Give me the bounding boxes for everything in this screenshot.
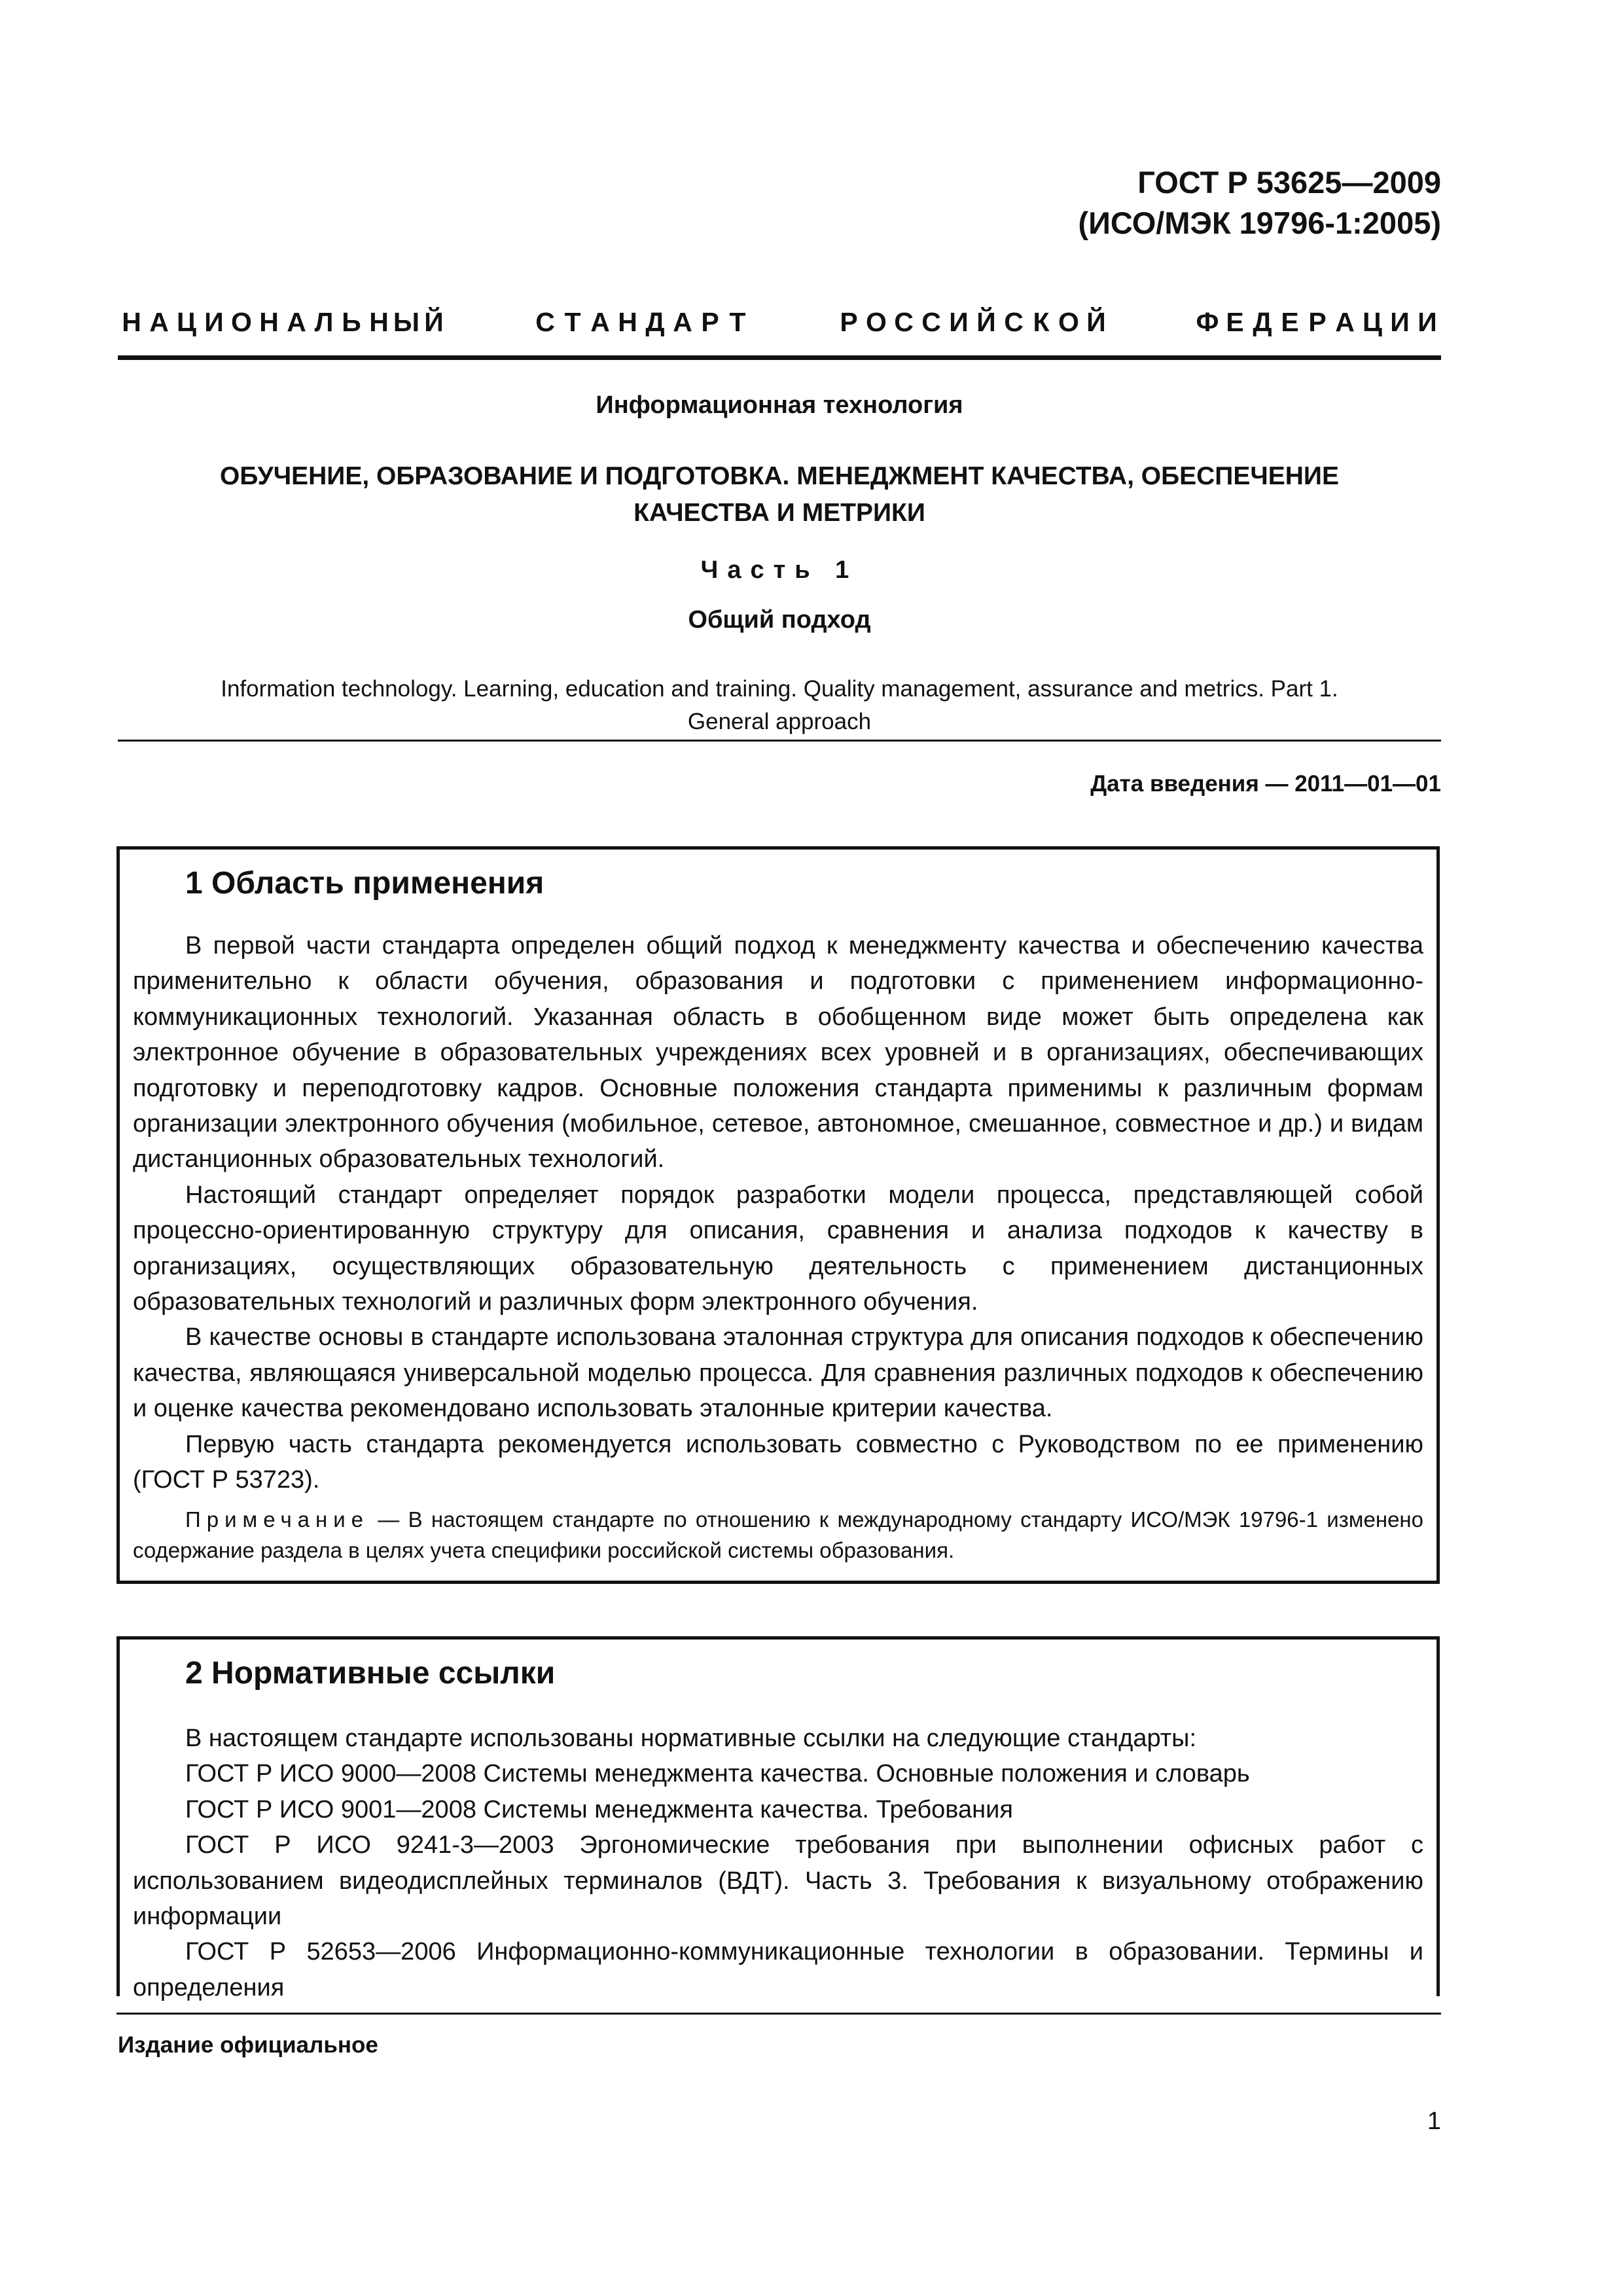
part-number: Часть 1 [700, 556, 859, 584]
banner-rule [118, 355, 1441, 360]
reference-item: ГОСТ Р ИСО 9241-3—2003 Эргономические требования при выполнении офисных работ с использованием видеодисплейных терминалов (ВДТ). Часть 3. Требования к визуальному отображению информации [133, 1831, 1423, 1931]
note-text: — В настоящем стандарте по отношению к международному стандарту ИСО/МЭК 19796-1 изменено содержание раздела в целях учета специфики российской системы образования. [133, 1507, 1423, 1562]
official-edition-label: Издание официальное [118, 2032, 378, 2058]
page-number: 1 [1427, 2108, 1441, 2135]
section-scope [116, 846, 1440, 1584]
reference-item: ГОСТ Р 52653—2006 Информационно-коммуникационные технологии в образовании. Термины и определения [133, 1938, 1423, 2001]
english-title-line-2: General approach [687, 709, 872, 734]
paragraph: В настоящем стандарте использованы нормативные ссылки на следующие стандарты: [185, 1725, 1197, 1752]
main-title [118, 458, 1441, 531]
part-subtitle: Общий подход [688, 606, 871, 634]
banner-word-3: Р О С С И Й С К О Й [840, 306, 1106, 337]
title-rule [118, 740, 1441, 742]
section-1-body [133, 928, 1423, 1498]
designation-line-1: ГОСТ Р 53625—2009 [1137, 165, 1441, 200]
banner-word-4: Ф Е Д Е Р А Ц И И [1196, 306, 1437, 337]
paragraph: В качестве основы в стандарте использована эталонная структура для описания подходов к обеспечению качества, являющаяся универсальной моделью процесса. Для сравнения различных подходов к обеспечению и оценке качества рекомендовано использовать эталонные критерии качества. [133, 1323, 1423, 1423]
footer-rule [116, 2013, 1441, 2015]
paragraph: В первой части стандарта определен общий подход к менеджменту качества и обеспечению качества применительно к области обучения, образования и подготовки с применением информационно-коммуникационных технологий. Указанная область в обобщенном виде может быть определена как электронное обучение в образовательных учреждениях всех уровней и в организациях, обеспечивающих подготовку и переподготовку кадров. Основные положения стандарта применимы к различным формам организации электронного обучения (мобильное, сетевое, автономное, смешанное, совместное и др.) и видам дистанционных образовательных технологий. [133, 932, 1423, 1174]
section-1-note [133, 1504, 1423, 1566]
section-2-heading: 2 Нормативные ссылки [185, 1656, 556, 1691]
note-label: Примечание [185, 1507, 370, 1532]
field-title: Информационная технология [596, 391, 963, 419]
note-paragraph [133, 1504, 1423, 1566]
paragraph: Первую часть стандарта рекомендуется использовать совместно с Руководством по ее применению (ГОСТ Р 53723). [133, 1430, 1423, 1494]
main-title-line-2: КАЧЕСТВА И МЕТРИКИ [633, 499, 925, 527]
english-title [118, 673, 1441, 738]
paragraph: Настоящий стандарт определяет порядок разработки модели процесса, представляющей собой процессно-ориентированную структуру для описания, сравнения и анализа подходов к качеству в организациях, осуществляющих образовательную деятельность с применением дистанционных образовательных технологий и различных форм электронного обучения. [133, 1181, 1423, 1316]
section-1-heading: 1 Область применения [185, 866, 544, 901]
reference-item: ГОСТ Р ИСО 9000—2008 Системы менеджмента качества. Основные положения и словарь [185, 1760, 1250, 1788]
standard-designation [1079, 162, 1442, 243]
introduction-date: Дата введения — 2011—01—01 [1090, 771, 1441, 797]
banner-word-2: С Т А Н Д А Р Т [535, 306, 746, 337]
english-title-line-1: Information technology. Learning, education and training. Quality management, assurance and metrics. Part 1. [221, 676, 1338, 702]
reference-item: ГОСТ Р ИСО 9001—2008 Системы менеджмента качества. Требования [185, 1795, 1013, 1823]
main-title-line-1: ОБУЧЕНИЕ, ОБРАЗОВАНИЕ И ПОДГОТОВКА. МЕНЕДЖМЕНТ КАЧЕСТВА, ОБЕСПЕЧЕНИЕ [220, 462, 1339, 490]
banner-word-1: Н А Ц И О Н А Л Ь Н Ы Й [122, 306, 444, 337]
section-normative-references [116, 1636, 1440, 2001]
section-2-body [133, 1721, 1423, 2005]
designation-line-2: (ИСО/МЭК 19796-1:2005) [1078, 206, 1441, 240]
national-standard-banner [118, 302, 1441, 342]
